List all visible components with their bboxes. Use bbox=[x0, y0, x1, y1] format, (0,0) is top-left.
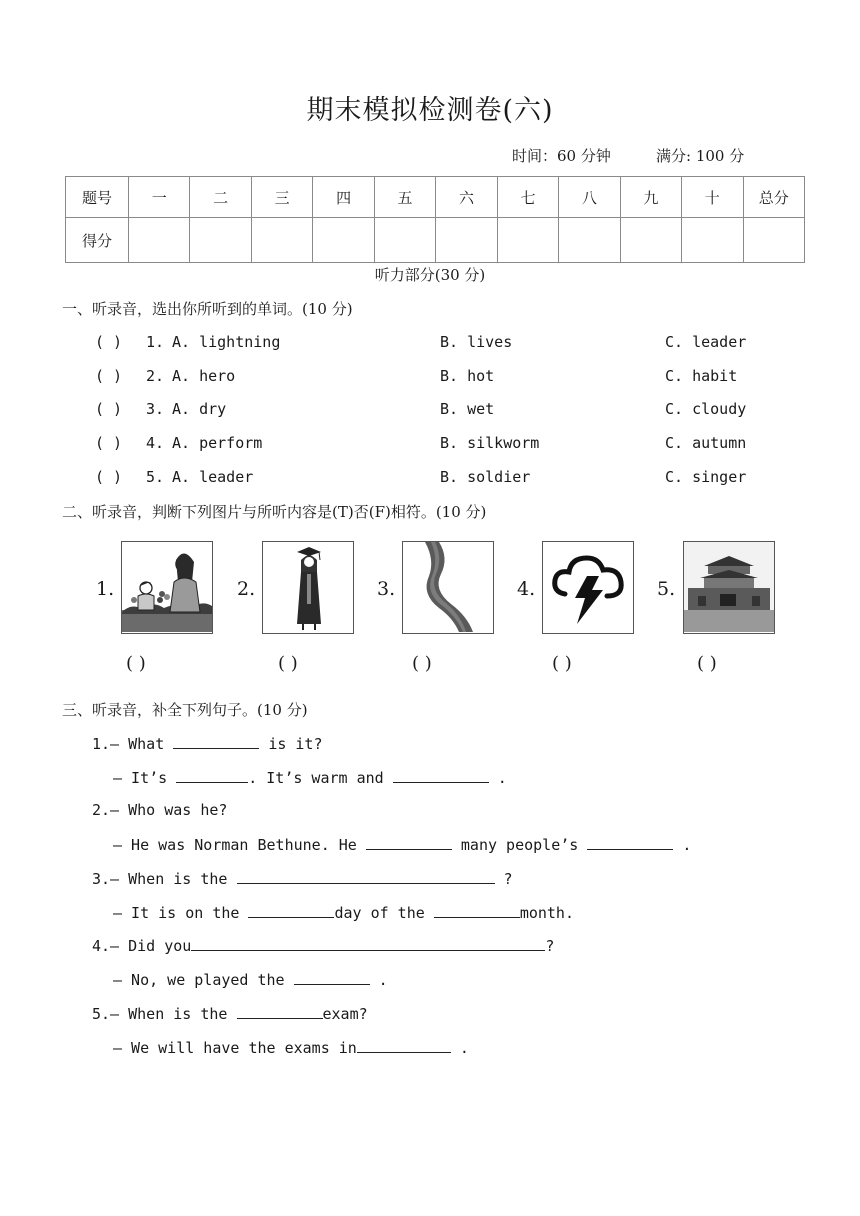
score-header-cell: 二 bbox=[190, 177, 251, 218]
fill-blank[interactable] bbox=[434, 903, 520, 918]
option-b: B. wet bbox=[440, 400, 495, 418]
sentence-q4b: — No, we played the . bbox=[113, 971, 388, 989]
tf-parens[interactable]: ( ) bbox=[126, 653, 146, 674]
fill-blank[interactable] bbox=[248, 903, 334, 918]
option-a: A. leader bbox=[172, 468, 254, 486]
option-b: B. hot bbox=[440, 367, 495, 385]
option-c: C. autumn bbox=[665, 434, 747, 452]
score-input-cell[interactable] bbox=[374, 218, 435, 263]
picture-number: 5. bbox=[657, 578, 676, 600]
score-header-cell: 九 bbox=[620, 177, 681, 218]
option-c: C. leader bbox=[665, 333, 747, 351]
item-number: 2. bbox=[146, 367, 165, 385]
tf-parens[interactable]: ( ) bbox=[697, 653, 717, 674]
sentence-q4a: 4.— Did you ? bbox=[92, 937, 555, 955]
time-label: 时间：60 分钟 bbox=[512, 147, 611, 165]
listening-header: 听力部分(30 分) bbox=[374, 266, 486, 284]
score-header-cell: 七 bbox=[497, 177, 558, 218]
sentence-q1b: — It’s . It’s warm and . bbox=[113, 769, 507, 787]
picture-number: 3. bbox=[377, 578, 396, 600]
item-number: 4. bbox=[146, 434, 165, 452]
item-number: 3. bbox=[146, 400, 165, 418]
answer-parens[interactable]: ( ) bbox=[95, 468, 123, 486]
tiananmen-picture bbox=[683, 541, 775, 634]
section3-heading: 三、听录音，补全下列句子。(10 分) bbox=[62, 701, 308, 719]
fill-blank[interactable] bbox=[237, 869, 495, 884]
option-b: B. lives bbox=[440, 333, 513, 351]
score-input-cell[interactable] bbox=[682, 218, 743, 263]
answer-parens[interactable]: ( ) bbox=[95, 367, 123, 385]
answer-parens[interactable]: ( ) bbox=[95, 333, 123, 351]
sentence-q3b: — It is on the day of the month. bbox=[113, 904, 574, 922]
score-header-cell: 总分 bbox=[743, 177, 804, 218]
item-number: 1. bbox=[146, 333, 165, 351]
score-header-cell: 三 bbox=[251, 177, 312, 218]
section2-heading: 二、听录音，判断下列图片与所听内容是(T)否(F)相符。(10 分) bbox=[62, 503, 487, 521]
option-b: B. silkworm bbox=[440, 434, 540, 452]
option-a: A. hero bbox=[172, 367, 236, 385]
score-header-cell: 十 bbox=[682, 177, 743, 218]
score-table-score-row bbox=[66, 218, 805, 263]
score-input-cell[interactable] bbox=[313, 218, 374, 263]
section1-heading: 一、听录音，选出你所听到的单词。(10 分) bbox=[62, 300, 353, 318]
fill-blank[interactable] bbox=[393, 768, 489, 783]
option-b: B. soldier bbox=[440, 468, 531, 486]
picture-number: 1. bbox=[96, 578, 115, 600]
option-c: C. cloudy bbox=[665, 400, 747, 418]
picture-number: 2. bbox=[237, 578, 256, 600]
score-input-cell[interactable] bbox=[190, 218, 251, 263]
sentence-q5a: 5.— When is the exam? bbox=[92, 1005, 368, 1023]
option-a: A. dry bbox=[172, 400, 227, 418]
score-header-cell: 题号 bbox=[66, 177, 129, 218]
score-header-cell: 六 bbox=[436, 177, 497, 218]
sentence-q5b: — We will have the exams in . bbox=[113, 1039, 469, 1057]
score-input-cell[interactable] bbox=[743, 218, 804, 263]
score-input-cell[interactable] bbox=[251, 218, 312, 263]
score-input-cell[interactable] bbox=[497, 218, 558, 263]
tf-parens[interactable]: ( ) bbox=[552, 653, 572, 674]
fill-blank[interactable] bbox=[294, 970, 370, 985]
option-c: C. habit bbox=[665, 367, 738, 385]
full-score-label: 满分: 100 分 bbox=[656, 147, 745, 165]
score-input-cell[interactable] bbox=[129, 218, 190, 263]
fill-blank[interactable] bbox=[357, 1038, 451, 1053]
fill-blank[interactable] bbox=[587, 835, 673, 850]
river-picture bbox=[402, 541, 494, 634]
planting-flowers-picture bbox=[121, 541, 213, 634]
score-table-header-row bbox=[66, 177, 805, 218]
fill-blank[interactable] bbox=[191, 936, 545, 951]
score-row-label: 得分 bbox=[66, 218, 129, 263]
option-a: A. perform bbox=[172, 434, 263, 452]
fill-blank[interactable] bbox=[173, 734, 259, 749]
sentence-q3a: 3.— When is the ? bbox=[92, 870, 513, 888]
option-a: A. lightning bbox=[172, 333, 281, 351]
picture-number: 4. bbox=[517, 578, 536, 600]
score-input-cell[interactable] bbox=[620, 218, 681, 263]
sentence-q2b: — He was Norman Bethune. He many people’s . bbox=[113, 836, 692, 854]
score-header-cell: 八 bbox=[559, 177, 620, 218]
item-number: 5. bbox=[146, 468, 165, 486]
tf-parens[interactable]: ( ) bbox=[278, 653, 298, 674]
score-input-cell[interactable] bbox=[559, 218, 620, 263]
answer-parens[interactable]: ( ) bbox=[95, 400, 123, 418]
score-header-cell: 五 bbox=[374, 177, 435, 218]
tf-parens[interactable]: ( ) bbox=[412, 653, 432, 674]
score-header-cell: 四 bbox=[313, 177, 374, 218]
score-table bbox=[65, 176, 805, 263]
fill-blank[interactable] bbox=[366, 835, 452, 850]
score-input-cell[interactable] bbox=[436, 218, 497, 263]
sentence-q1a: 1.— What is it? bbox=[92, 735, 323, 753]
page-title: 期末模拟检测卷(六) bbox=[306, 95, 554, 126]
fill-blank[interactable] bbox=[176, 768, 248, 783]
sentence-q2a: 2.— Who was he? bbox=[92, 801, 228, 819]
fill-blank[interactable] bbox=[237, 1004, 323, 1019]
graduate-woman-picture bbox=[262, 541, 354, 634]
option-c: C. singer bbox=[665, 468, 747, 486]
score-header-cell: 一 bbox=[129, 177, 190, 218]
answer-parens[interactable]: ( ) bbox=[95, 434, 123, 452]
thunderstorm-icon bbox=[542, 541, 634, 634]
